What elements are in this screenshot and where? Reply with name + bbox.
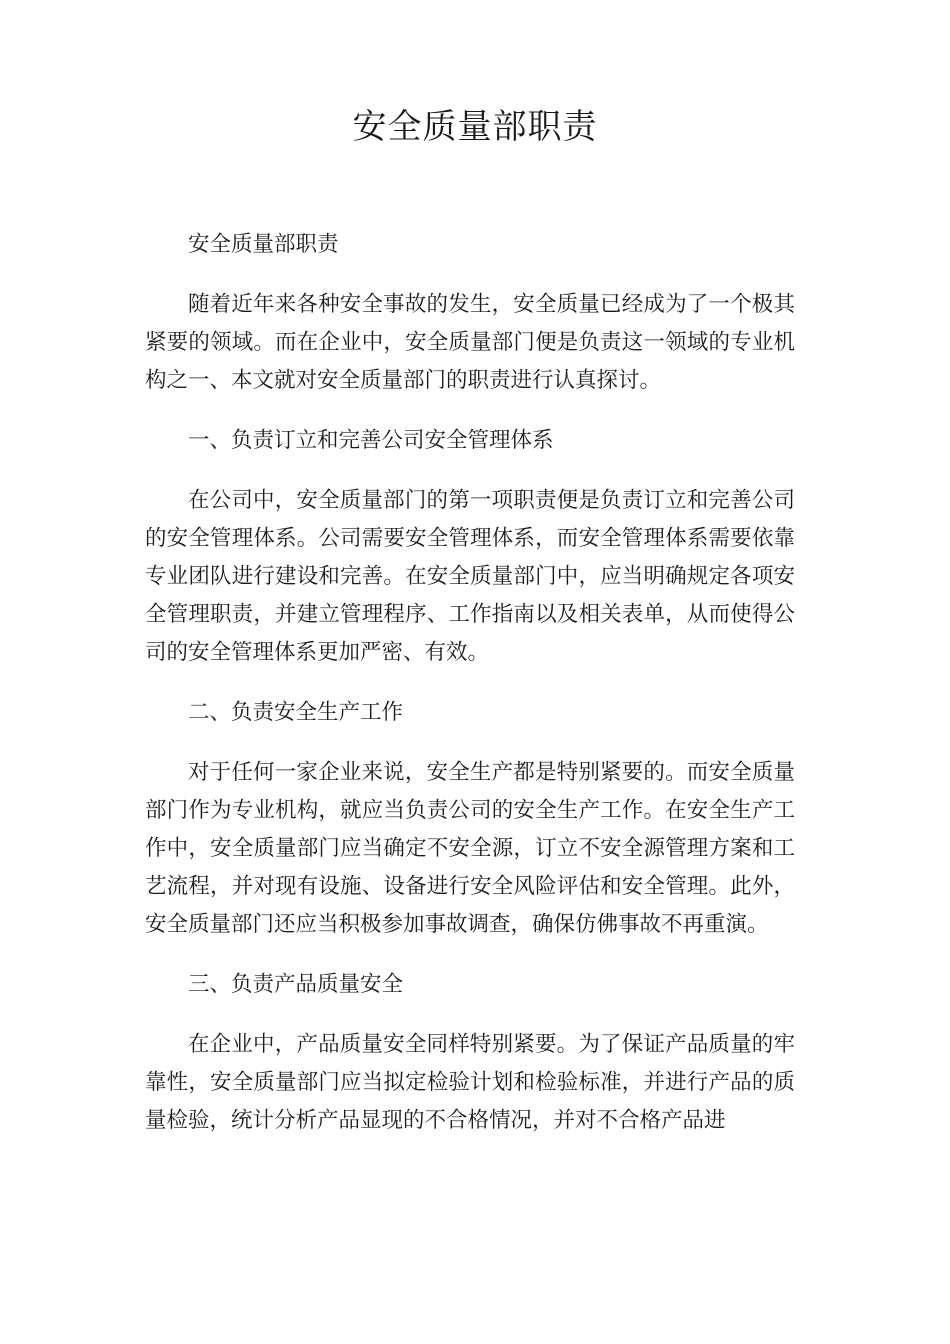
document-body [145,226,795,1140]
document-subtitle: 安全质量部职责 [188,232,339,257]
section-3-heading: 三、负责产品质量安全 [188,972,404,997]
section-2-heading: 二、负责安全生产工作 [188,700,404,725]
section-3-body: 在企业中，产品质量安全同样特别紧要。为了保证产品质量的牢靠性，安全质量部门应当拟定检验计划和检验标准，并进行产品的质量检验，统计分析产品显现的不合格情况，并对不合格产品进 [145,1032,795,1133]
document-title: 安全质量部职责 [352,107,598,147]
section-1-body: 在公司中，安全质量部门的第一项职责便是负责订立和完善公司的安全管理体系。公司需要安全管理体系，而安全管理体系需要依靠专业团队进行建设和完善。在安全质量部门中，应当明确规定各项安全管理职责，并建立管理程序、工作指南以及相关表单，从而使得公司的安全管理体系更加严密、有效。 [145,488,795,665]
intro-paragraph: 随着近年来各种安全事故的发生，安全质量已经成为了一个极其紧要的领域。而在企业中，安全质量部门便是负责这一领域的专业机构之一、本文就对安全质量部门的职责进行认真探讨。 [145,292,795,393]
section-1-heading: 一、负责订立和完善公司安全管理体系 [188,428,554,453]
section-2-body: 对于任何一家企业来说，安全生产都是特别紧要的。而安全质量部门作为专业机构，就应当负责公司的安全生产工作。在安全生产工作中，安全质量部门应当确定不安全源，订立不安全源管理方案和工艺流程，并对现有设施、设备进行安全风险评估和安全管理。此外，安全质量部门还应当积极参加事故调查，确保仿佛事故不再重演。 [145,760,795,937]
